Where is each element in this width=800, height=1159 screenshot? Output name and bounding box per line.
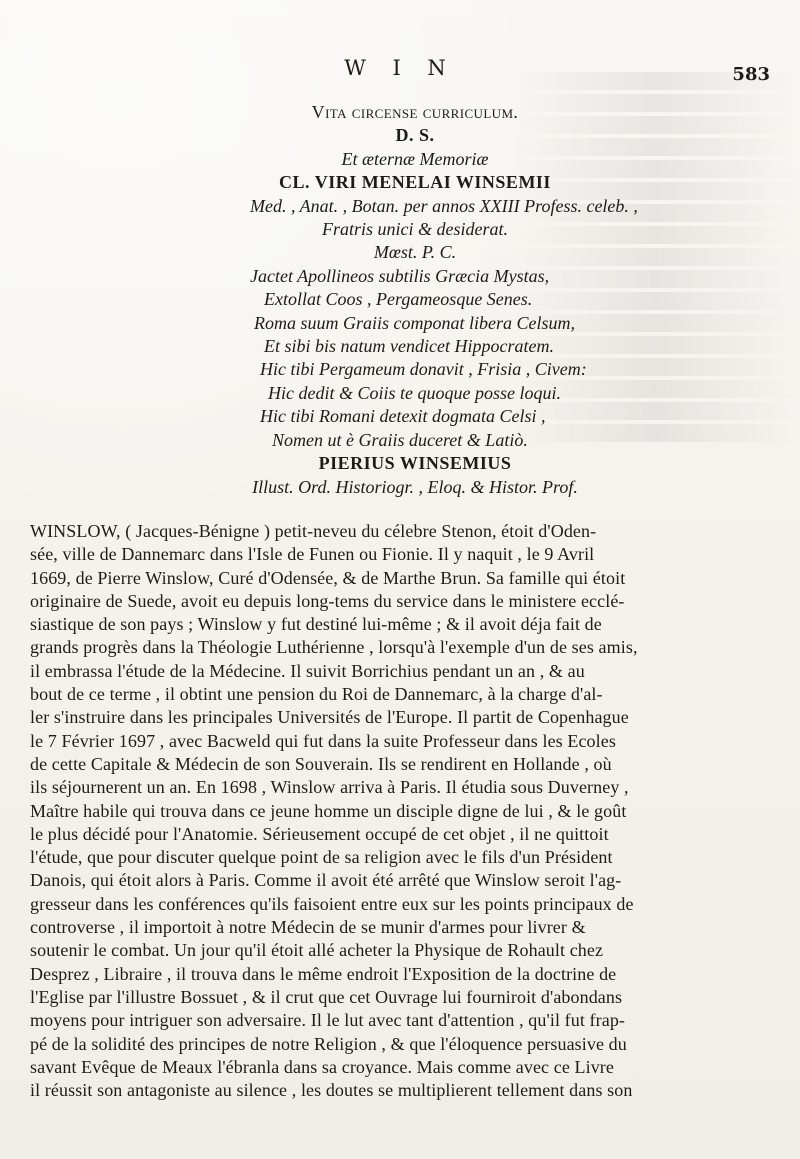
body-line: WINSLOW, ( Jacques-Bénigne ) petit-neveu du célebre Stenon, étoit d'Oden-: [30, 521, 597, 541]
body-line: savant Evêque de Meaux l'ébranla dans sa croyance. Mais comme avec ce Livre: [30, 1056, 614, 1077]
epitaph-titles: Med. , Anat. , Botan. per annos XXIII Profess. celeb. ,: [250, 195, 638, 216]
body-line: sée, ville de Dannemarc dans l'Isle de Funen ou Fionie. Il y naquit , le 9 Avril: [30, 544, 595, 565]
epitaph-author-titles: Illust. Ord. Historiogr. , Eloq. & Histor. Prof.: [252, 476, 578, 497]
epitaph-verse: Hic dedit & Coiis te quoque posse loqui.: [268, 382, 561, 403]
body-line: controverse , il importoit à notre Médecin de se munir d'armes pour livrer &: [30, 917, 586, 938]
epitaph-initials: D. S.: [395, 125, 435, 146]
body-line: 1669, de Pierre Winslow, Curé d'Odensée, & de Marthe Brun. Sa famille qui étoit: [30, 567, 626, 588]
epitaph-verse: Roma suum Graiis componat libera Celsum,: [254, 312, 575, 333]
body-line: grands progrès dans la Théologie Luthérienne , lorsqu'à l'exemple d'un de ses amis,: [30, 637, 638, 658]
body-line: siastique de son pays ; Winslow y fut destiné lui-même ; & il avoit déja fait de: [30, 614, 602, 635]
epitaph-author: PIERIUS WINSEMIUS: [318, 453, 512, 474]
page-number: 583: [732, 64, 770, 85]
epitaph-block: [250, 101, 638, 499]
body-line: il embrassa l'étude de la Médecine. Il suivit Borrichius pendant un an , & au: [30, 660, 585, 681]
body-line: l'étude, que pour discuter quelque point de sa religion avec le fils d'un Président: [30, 847, 613, 868]
body-line: pé de la solidité des principes de notre Religion , & que l'éloquence persuasive du: [30, 1033, 627, 1054]
epitaph-verse: Et sibi bis natum vendicet Hippocratem.: [264, 336, 554, 357]
epitaph-mourning: Mœst. P. C.: [373, 242, 457, 263]
epitaph-brother: Fratris unici & desiderat.: [322, 219, 508, 240]
main-text: [30, 520, 768, 1102]
body-line: soutenir le combat. Un jour qu'il étoit allé acheter la Physique de Rohault chez: [30, 940, 604, 961]
running-header: W I N: [344, 56, 456, 80]
body-line: gresseur dans les conférences qu'ils faisoient entre eux sur les points principaux de: [30, 893, 634, 914]
body-line: ler s'instruire dans les principales Universités de l'Europe. Il partit de Copenhague: [30, 707, 629, 728]
body-line: bout de ce terme , il obtint une pension du Roi de Dannemarc, à la charge d'al-: [30, 684, 603, 705]
epitaph-verse: Extollat Coos , Pergameosque Senes.: [264, 289, 533, 310]
body-line: Danois, qui étoit alors à Paris. Comme il avoit été arrêté que Winslow seroit l'ag-: [30, 870, 622, 891]
body-line: il réussit son antagoniste au silence , les doutes se multiplierent tellement dans son: [30, 1080, 633, 1101]
body-line: l'Eglise par l'illustre Bossuet , & il crut que cet Ouvrage lui fourniroit d'abondans: [30, 986, 623, 1007]
body-line: moyens pour intriguer son adversaire. Il le lut avec tant d'attention , qu'il fut frap-: [30, 1010, 626, 1031]
body-line: Desprez , Libraire , il trouva dans le même endroit l'Exposition de la doctrine de: [30, 963, 617, 984]
body-line: Maître habile qui trouva dans ce jeune homme un disciple digne de lui , & le goût: [30, 800, 627, 821]
body-line: le 7 Février 1697 , avec Bacweld qui fut dans la suite Professeur dans les Ecoles: [30, 730, 616, 751]
epitaph-verse: Jactet Apollineos subtilis Græcia Mystas,: [250, 265, 550, 286]
epitaph-verse: Hic tibi Pergameum donavit , Frisia , Civem:: [260, 359, 587, 380]
body-line: ils séjournerent un an. En 1698 , Winslow arriva à Paris. Il étudia sous Duverney ,: [30, 777, 629, 798]
body-line: originaire de Suede, avoit eu depuis long-tems du service dans le ministere ecclé-: [30, 590, 625, 611]
epitaph-dedication: Et æternæ Memoriæ: [341, 148, 489, 169]
body-line: de cette Capitale & Médecin de son Souverain. Ils se rendirent en Hollande , où: [30, 753, 612, 774]
epitaph-verse: Hic tibi Romani detexit dogmata Celsi ,: [260, 406, 546, 427]
epitaph-heading: Vita circense curriculum.: [311, 102, 519, 122]
body-line: le plus décidé pour l'Anatomie. Sérieusement occupé de cet objet , il ne quittoit: [30, 823, 609, 844]
epitaph-name: CL. VIRI MENELAI WINSEMII: [279, 172, 551, 193]
epitaph-verse: Nomen ut è Graiis duceret & Latiò.: [272, 429, 528, 450]
